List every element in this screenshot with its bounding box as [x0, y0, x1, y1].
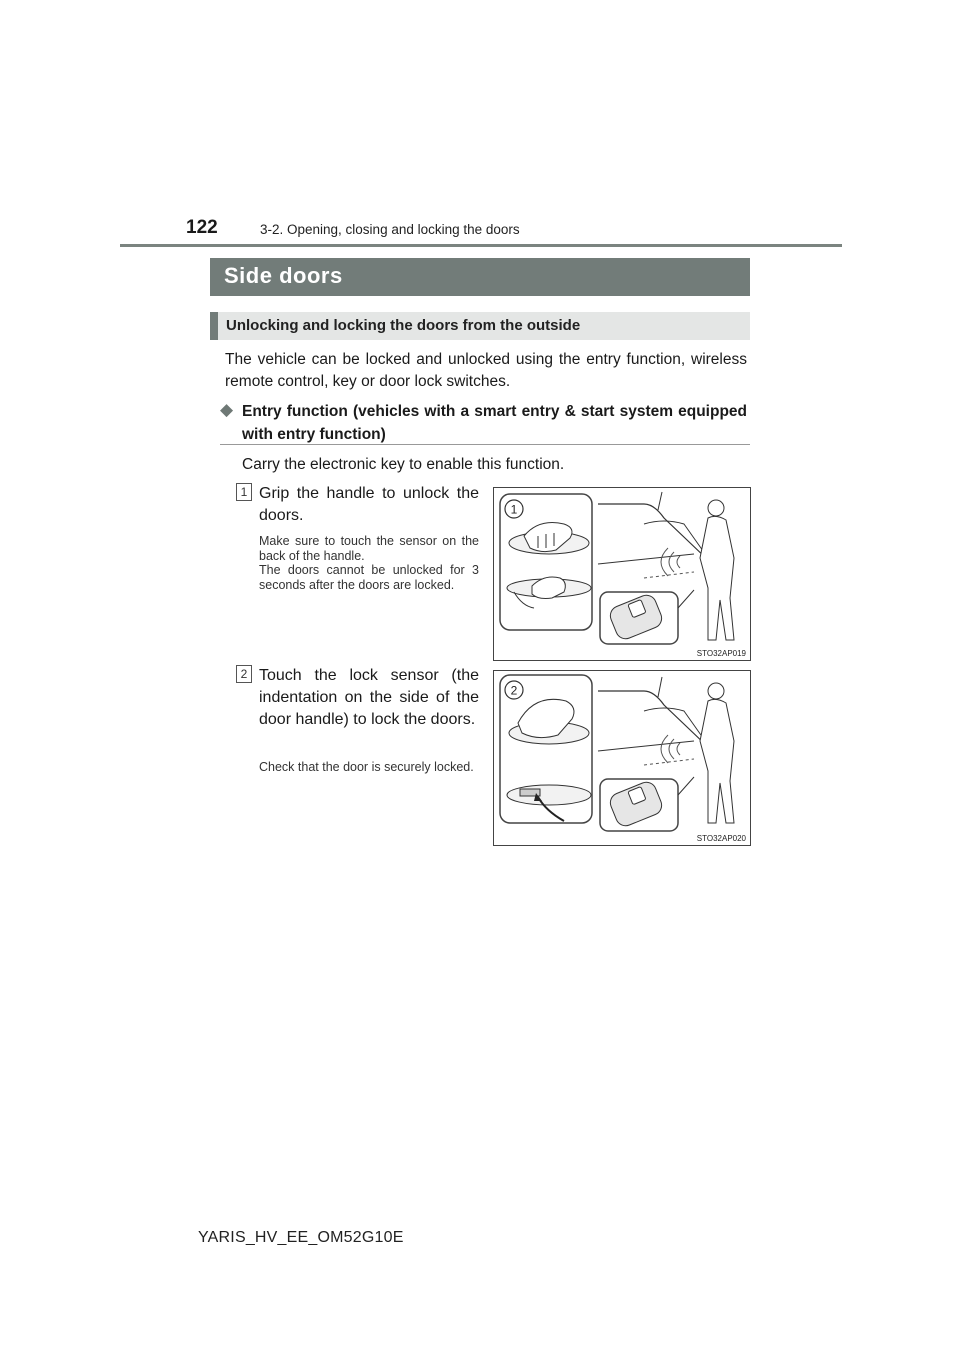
header-rule — [120, 244, 842, 247]
step-1-number: 1 — [236, 483, 252, 501]
entry-function-heading: Entry function (vehicles with a smart entry & start system equipped with entry function) — [242, 403, 747, 443]
footer-model-code: YARIS_HV_EE_OM52G10E — [198, 1229, 404, 1246]
figure-unlock-handle — [493, 487, 751, 661]
diamond-bullet-icon: ◆ — [220, 400, 234, 419]
page-number: 122 — [186, 217, 218, 238]
subtitle: Unlocking and locking the doors from the outside — [226, 317, 581, 334]
figure-2-id: STO32AP020 — [696, 834, 746, 843]
intro-paragraph: The vehicle can be locked and unlocked using the entry function, wireless remote control, key or door lock switches. — [225, 351, 747, 390]
title-bar — [210, 258, 750, 296]
carry-key-text: Carry the electronic key to enable this function. — [242, 456, 565, 473]
subtitle-bar — [210, 312, 750, 340]
figure-lock-sensor — [493, 670, 751, 846]
step-1-note-1: Make sure to touch the sensor on the back of the handle. — [259, 534, 479, 563]
figure-1-callout: 1 — [510, 502, 518, 517]
entry-heading-rule — [220, 444, 750, 445]
step-2-number: 2 — [236, 665, 252, 683]
figure-1-id: STO32AP019 — [696, 649, 746, 658]
step-1-note-2: The doors cannot be unlocked for 3 seconds after the doors are locked. — [259, 563, 479, 592]
step-2-text: Touch the lock sensor (the indentation on the side of the door handle) to lock the doors. — [259, 667, 479, 728]
step-2-note-1: Check that the door is securely locked. — [259, 760, 474, 774]
step-1-text: Grip the handle to unlock the doors. — [259, 485, 479, 524]
subtitle-accent — [210, 312, 218, 340]
running-header: 3-2. Opening, closing and locking the doors — [260, 222, 520, 237]
figure-2-callout: 2 — [510, 683, 518, 698]
page-title: Side doors — [224, 263, 343, 288]
